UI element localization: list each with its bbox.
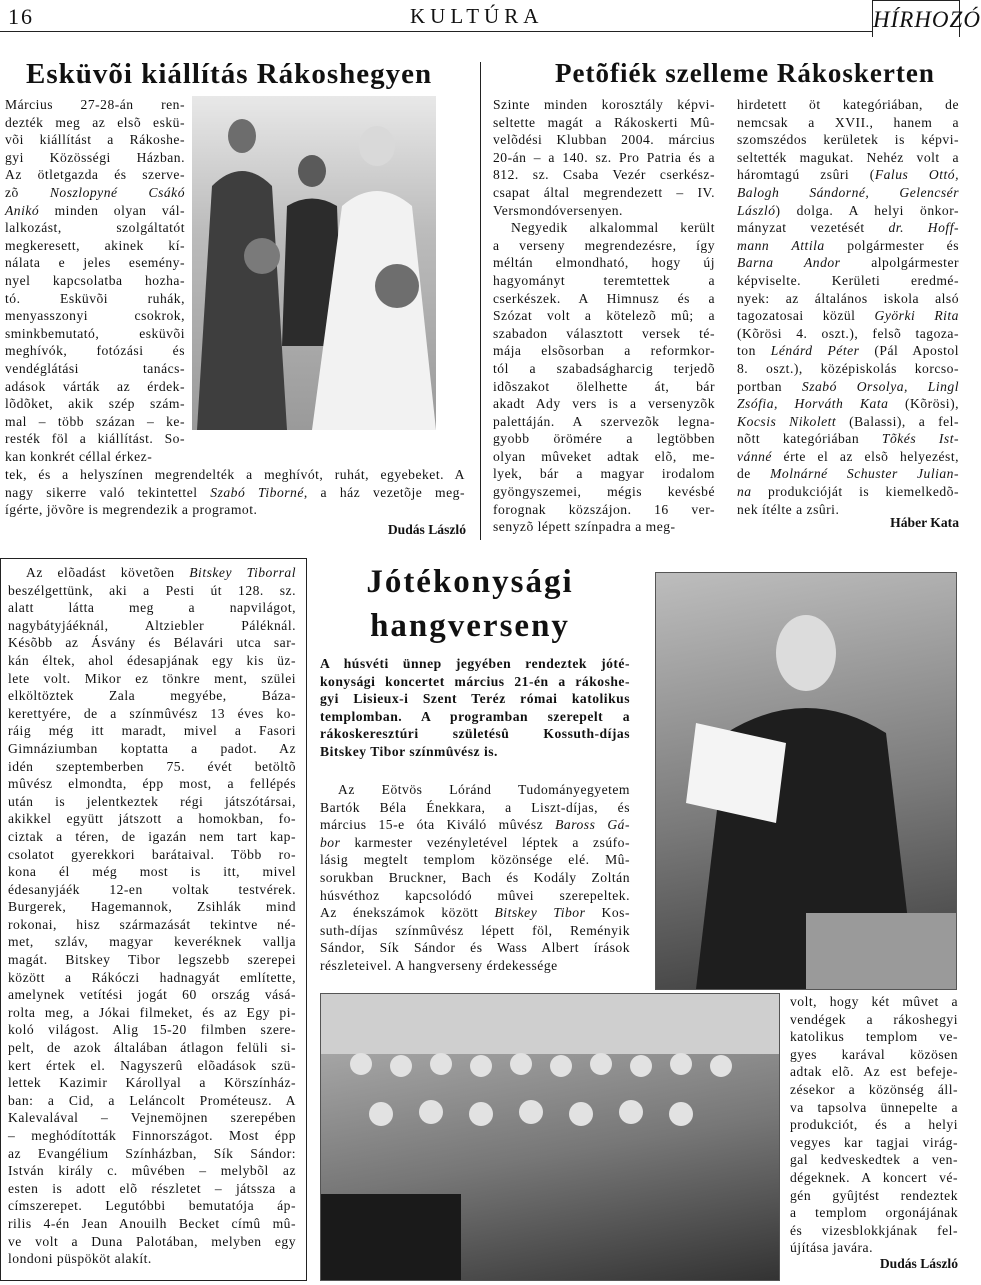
text-line: met, szláv, magyar keveréknek vallja [8, 934, 296, 950]
text-line: vegyes kar tagjai virág- [790, 1134, 958, 1150]
text-line: zõ Noszlopyné Csákó [5, 184, 186, 200]
text-line: vánné érte el az elsõ helyezést, [737, 448, 959, 464]
text-line: kán éltek, ahol édesapjának egy kis üz- [8, 652, 296, 668]
article2-col2 [737, 96, 959, 518]
text-line: olyan mûveket adtak elõ, me- [493, 448, 715, 464]
text-line: adások várták az érdek- [5, 378, 185, 394]
text-line: menyasszonyi csokrok, [5, 308, 185, 324]
interview-body [8, 564, 296, 1268]
text-line: nagy sikerre való tekintettel Szabó Tiborné, a ház vezetõje meg- [5, 484, 465, 500]
article3-lead [320, 655, 630, 761]
text-line: konysági koncertet március 21-én a rákoshe- [320, 673, 630, 689]
text-line: idõszakot ölelhette át, bár [493, 378, 715, 394]
text-line: magát. Bitskey Tibor legszebb szerepei [8, 952, 296, 968]
text-line: dégeknek. A koncert vé- [790, 1169, 958, 1185]
text-line: között a Rákóczi hadnagyát említette, [8, 969, 296, 985]
text-line: lettek Kazimir Károllyal a Körszínház- [8, 1075, 296, 1091]
text-line: Március 27-28-án ren- [5, 97, 185, 112]
choir-photo [320, 993, 780, 1281]
text-line: gal kedveskedtek a ven- [790, 1152, 958, 1168]
text-line: húsvéthoz kapcsolódó mûvei szerepeltek. [320, 887, 630, 903]
text-line: lõdõket, akik szép szám- [5, 396, 185, 412]
text-line: Kalevalával – Vejnemöjnen szerepében [8, 1110, 296, 1126]
text-line: akikkel együtt játszott a homokban, fo- [8, 811, 296, 827]
text-line: ton Lénárd Péter (Pál Apostol [737, 343, 959, 359]
wedding-photo [192, 96, 436, 430]
text-line: szomszédos kerületek is képvi- [737, 132, 959, 148]
text-line: tek, és a helyszínen megrendelték a meghívót, ruhát, egyebeket. A [5, 467, 465, 482]
text-line: seltette magát a Rákoskerti Mû- [493, 114, 715, 130]
text-line: megkeresett, akinek kí- [5, 237, 185, 253]
newspaper-logo: HÍRHOZÓ [872, 0, 960, 37]
page-number: 16 [8, 4, 34, 29]
text-line: újítása javára. [790, 1240, 873, 1256]
text-line: kerettyére, de a színmûvész 13 éves ko- [8, 705, 296, 721]
text-line: sorukban Bruckner, Bach és Kodály Zoltán [320, 869, 630, 885]
text-line: szabadon választott versek té- [493, 325, 715, 341]
text-line: rokonai, hisz származását tekintve né- [8, 916, 296, 932]
text-line: mája elsõsorban a reformkor- [493, 343, 715, 359]
text-line: az Evangélium Színházban, Sík Sándor: [8, 1145, 296, 1161]
text-line: suth-díjas színmûvész lépett föl, Reményik [320, 922, 630, 938]
text-line: koló világost. Alig 15-20 filmben szere- [8, 1022, 296, 1038]
text-line: Versmondóversenyen. [493, 202, 623, 218]
text-line: László) dolga. A helyi önkor- [737, 202, 959, 218]
text-line: a templom orgonájának [790, 1205, 958, 1221]
article2-signature: Háber Kata [890, 515, 959, 530]
text-line: ráig még itt maradt, mivel a Fasori [8, 723, 296, 739]
article3-title [320, 560, 620, 648]
text-line: 812. sz. Csaba Vezér cserkész- [493, 167, 715, 183]
article1-title: Esküvõi kiállítás Rákoshegyen [26, 58, 433, 90]
text-line: részleteivel. A hangverseny érdekessége [320, 957, 558, 973]
text-line: nõtt kategóriában Tõkés Ist- [737, 431, 959, 447]
text-line: de Molnárné Schuster Julian- [737, 466, 959, 482]
text-line: ve volt a Duna Palotában, melyben egy [8, 1233, 296, 1249]
text-line: katolikus templom ve- [790, 1029, 958, 1045]
text-line: mann Attila polgármester és [737, 237, 959, 253]
text-line: vendégek a rákoshegyi [790, 1011, 958, 1027]
text-line: kona él még most is itt, mivel [8, 864, 296, 880]
text-line: kert értek el. Nagyszerû elõadások szü- [8, 1057, 296, 1073]
text-line: hirdetett öt kategóriában, de [737, 97, 959, 112]
text-line: után is jelentkeztek régi játszótársai, [8, 793, 296, 809]
text-line: elköltöztek Zala megyébe, Báza- [8, 688, 296, 704]
text-line: kan konkrét céllal érkez- [5, 448, 153, 464]
text-line: gyi Lisieux-i Szent Teréz római katolikus [320, 691, 630, 707]
section-title: KULTÚRA [410, 4, 544, 28]
text-line: ígérte, jövõre is megrendezik a programot. [5, 502, 258, 518]
text-line: tó. Esküvõi ruhák, [5, 290, 185, 306]
text-line: rolta meg, a Jókai filmeket, és az Egy pi- [8, 1004, 296, 1020]
text-line: Anikó minden olyan vál- [5, 202, 185, 218]
text-line: ban: a Cid, a Leláncolt Prométeusz. A [8, 1092, 296, 1108]
text-line: Az Eötvös Lóránd Tudományegyetem [338, 782, 630, 797]
text-line: Sándor, Sík Sándor és Wass Albert írások [320, 940, 630, 956]
text-line: gyobb örömére a legtöbben [493, 431, 715, 447]
text-line: Balogh Sándorné, Gelencsér [737, 184, 959, 200]
text-line: gyi Közösségi Házban. [5, 149, 185, 165]
text-line: resték föl a kiállítást. So- [5, 431, 185, 447]
text-line: bor karmester vezényletével léptek a zsúfo- [320, 834, 630, 850]
text-line: tagozatosai közül Györki Rita [737, 308, 959, 324]
text-line: (Kõrösi 4. oszt.), felsõ tagoza- [737, 325, 959, 341]
text-line: a verseny megrendezésre, így [493, 237, 715, 253]
text-line: templomban. A programban szerepelt a [320, 708, 630, 724]
text-line: sminkbemutató, esküvõi [5, 325, 185, 341]
text-line: londoni püspököt alakít. [8, 1251, 152, 1267]
text-line: Szózat volt a kötelezõ mû; a [493, 308, 715, 324]
text-line: adtak elõ. Az est befeje- [790, 1064, 958, 1080]
text-line: esten is adott elõ részletet – játssza a [8, 1180, 296, 1196]
text-line: Negyedik alkalommal került [511, 220, 715, 236]
text-line: – meghódították Finnországot. Most épp [8, 1128, 296, 1143]
text-line: lalkozást, szolgáltatót [5, 220, 185, 236]
text-line: Szinte minden korosztály képvi- [493, 97, 715, 112]
text-line: tól a szabadságharcig terjedõ [493, 360, 715, 376]
article3-body [320, 781, 630, 975]
text-line: mûvész elmondta, épp most, a fellépés [8, 776, 296, 792]
text-line: rilis 4-én Jean Anouilh Becket címû mû- [8, 1215, 296, 1231]
actor-photo-illustration [656, 573, 956, 989]
article3-title-line2: hangverseny [370, 608, 570, 644]
text-line: vendéglátási tanács- [5, 360, 185, 376]
text-line: pelt, de azok általában átlagon felüli si- [8, 1040, 296, 1056]
text-line: mal – több százan – ke- [5, 413, 185, 429]
text-line: A húsvéti ünnep jegyében rendeztek jóté- [320, 656, 630, 671]
article1-body [5, 96, 185, 465]
text-line: Késõbb az Ásvány és Bélavári utca sar- [8, 635, 296, 651]
text-line: háromtagú zsûri (Falus Ottó, [737, 167, 959, 183]
text-line: csapat által megrendezett – IV. [493, 184, 715, 200]
text-line: ciztak a téren, de igazán nem tart kap- [8, 828, 296, 844]
article3-signature: Dudás László [879, 1256, 958, 1271]
text-line: és vizesblokkjának fel- [790, 1222, 958, 1238]
text-line: volt, hogy két mûvet a [790, 994, 958, 1009]
text-line: nyel kapcsolatba hozha- [5, 272, 185, 288]
text-line: Barna Andor alpolgármester [737, 255, 960, 271]
text-line: Bartók Béla Énekkara, a Liszt-díjas, és [320, 799, 630, 815]
text-line: nyek: az általános iskola alsó [737, 290, 959, 306]
text-line: 20-án – a 140. sz. Pro Patria és a [493, 149, 715, 165]
text-line: na produkcióját is kiemelkedõ- [737, 484, 959, 500]
actor-photo [655, 572, 957, 990]
text-line: cserkészek. A Himnusz és a [493, 290, 715, 306]
text-line: forognak közszájon. 16 ver- [493, 501, 715, 517]
article3-title-line1: Jótékonysági [366, 564, 574, 600]
text-line: dezték meg az elsõ eskü- [5, 114, 185, 130]
wedding-photo-illustration [192, 96, 436, 430]
text-line: velõdési Klubban 2004. március [493, 132, 715, 148]
text-line: lásig megtelt templom közönsége elé. Mû- [320, 852, 630, 868]
text-line: rákoskeresztúri születésû Kossuth-díjas [320, 726, 630, 742]
text-line: portban Szabó Orsolya, Lingl [737, 378, 959, 394]
text-line: produkciót, és a helyi [790, 1117, 958, 1133]
text-line: édesanyjáék 12-en voltak testvérek. [8, 881, 296, 897]
text-line: Az ötletgazda és szerve- [5, 167, 185, 183]
text-line: címszerepet. Legutóbbi bemutatója áp- [8, 1198, 296, 1214]
text-line: zésekor a közönség áll- [790, 1081, 958, 1097]
text-line: Bitskey Tibor színmûvész is. [320, 743, 498, 759]
choir-photo-illustration [321, 994, 779, 1280]
text-line: nálata e jeles esemény- [5, 255, 185, 271]
article2-title: Petõfiék szelleme Rákoskerten [555, 58, 935, 88]
text-line: nagybátyjáéknál, Altziebler Páléknál. [8, 617, 296, 633]
header-rule [0, 31, 960, 32]
text-line: 8. oszt.), középiskolás korcso- [737, 360, 959, 376]
text-line: senyzõ lépett színpadra a meg- [493, 519, 676, 535]
text-line: gyöngyszemei, mégis kevésbé [493, 484, 715, 500]
text-line: Az énekszámok között Bitskey Tibor Kos- [320, 905, 630, 921]
text-line: Kocsis Nikolett (Balassi), a fel- [737, 413, 959, 429]
text-line: nemcsak a XVII., hanem a [737, 114, 959, 130]
text-line: március 15-e óta Kiváló mûvész Baross Gá- [320, 817, 630, 833]
text-line: gyes karával közösen [790, 1046, 958, 1062]
text-line: mányzat vezetését dr. Hoff- [737, 220, 959, 236]
text-line: või kiállítást a Rákoshe- [5, 132, 185, 148]
text-line: palettáján. A szervezõk legna- [493, 413, 715, 429]
article1-body-tail [5, 466, 465, 519]
text-line: alatt látta meg a napvilágot, [8, 600, 296, 616]
text-line: Az elõadást követõen Bitskey Tiborral [26, 565, 296, 580]
text-line: méltán elmondható, hogy új [493, 255, 715, 271]
article2-col1 [493, 96, 715, 536]
text-line: Gimnáziumban koptatta a padot. Az [8, 740, 296, 756]
text-line: nek ítélte a zsûri. [737, 501, 840, 517]
text-line: képviselte. Kerületi eredmé- [737, 272, 959, 288]
text-line: Burgerek, Hagemannok, Zsihlák mind [8, 899, 296, 915]
text-line: idén szeptemberben 75. évét betöltõ [8, 758, 296, 774]
text-line: lete volt. Mikor ez tönkre ment, szülei [8, 670, 296, 686]
text-line: akadt Ady vers is a versenyzõk [493, 396, 715, 412]
text-line: gén gyûjtést rendeztek [790, 1187, 958, 1203]
text-line: csolatot gyerekkori barátaival. Több ro- [8, 846, 296, 862]
article3-body-right [790, 993, 958, 1257]
text-line: seltették magukat. Nehéz volt a [737, 149, 959, 165]
text-line: amelynek vetítési jogát 60 ország vásá- [8, 987, 296, 1003]
text-line: István király c. mûvében – melybõl az [8, 1163, 296, 1179]
article1-signature: Dudás László [387, 522, 466, 537]
text-line: beszélgettünk, aki a Pesti út 128. sz. [8, 582, 296, 598]
column-divider [480, 62, 481, 540]
text-line: Zsófia, Horváth Kata (Kõrösi), [737, 396, 959, 412]
text-line: meghívók, fotózási és [5, 343, 185, 359]
text-line: va tapsolva ünnepelte a [790, 1099, 958, 1115]
text-line: hagyományt teremtettek a [493, 272, 715, 288]
text-line: lyek, bár a magyar irodalom [493, 466, 715, 482]
